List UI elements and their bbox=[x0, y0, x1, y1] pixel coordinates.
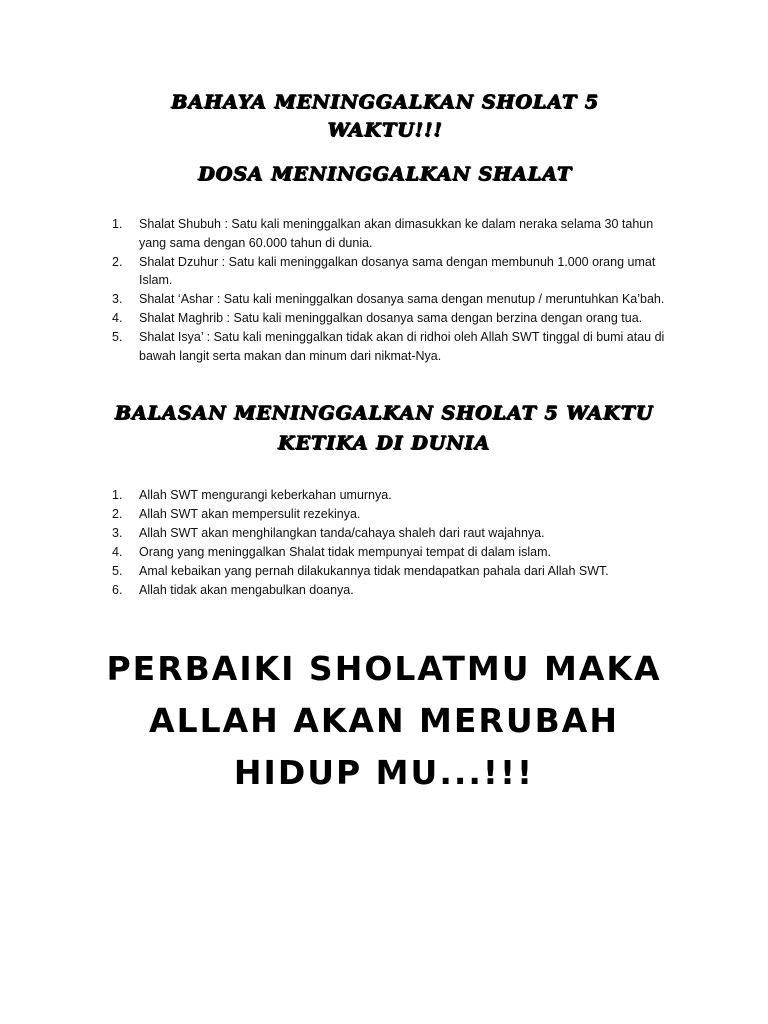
list-number: 2. bbox=[112, 507, 123, 521]
list-item bbox=[112, 562, 672, 581]
list-number: 2. bbox=[112, 254, 123, 269]
list-item bbox=[112, 486, 672, 505]
main-title: BAHAYA MENINGGALKAN SHOLAT 5 WAKTU!!! bbox=[171, 91, 599, 141]
list-item-text: Allah SWT mengurangi keberkahan umurnya. bbox=[139, 488, 392, 502]
section-heading-balasan: BALASAN MENINGGALKAN SHOLAT 5 WAKTU KETIKA DI DUNIA bbox=[114, 402, 654, 454]
list-item bbox=[112, 505, 672, 524]
list-number: 1. bbox=[112, 488, 123, 502]
list-item-text: Shalat Maghrib : Satu kali meninggalkan dosanya sama dengan berzina dengan orang tua. bbox=[139, 310, 643, 325]
list-number: 4. bbox=[112, 310, 123, 325]
list-item-text: Shalat ‘Ashar : Satu kali meninggalkan dosanya sama dengan menutup / meruntuhkan Ka’bah. bbox=[139, 292, 665, 307]
balasan-list bbox=[112, 486, 672, 600]
list-item bbox=[112, 215, 672, 253]
list-item-text: Allah SWT akan mempersulit rezekinya. bbox=[139, 507, 361, 521]
list-number: 5. bbox=[112, 564, 123, 578]
list-item-text: Allah tidak akan mengabulkan doanya. bbox=[139, 583, 354, 597]
list-number: 5. bbox=[112, 329, 123, 344]
section-heading-dosa: DOSA MENINGGALKAN SHALAT bbox=[198, 163, 572, 185]
list-item-text: Amal kebaikan yang pernah dilakukannya tidak mendapatkan pahala dari Allah SWT. bbox=[139, 564, 609, 578]
list-item-text: Orang yang meninggalkan Shalat tidak mempunyai tempat di dalam islam. bbox=[139, 545, 552, 559]
closing-message: PERBAIKI SHOLATMU MAKA ALLAH AKAN MERUBAH HIDUP MU...!!! bbox=[106, 649, 662, 792]
list-item-text: Shalat Isya’ : Satu kali meninggalkan tidak akan di ridhoi oleh Allah SWT tinggal di bumi atau di bawah langit serta makan dan minum dari nikmat-Nya. bbox=[139, 329, 665, 363]
list-item bbox=[112, 543, 672, 562]
list-item-text: Shalat Dzuhur : Satu kali meninggalkan dosanya sama dengan membunuh 1.000 orang umat Islam. bbox=[139, 254, 656, 288]
list-item bbox=[112, 328, 672, 366]
list-item bbox=[112, 309, 672, 328]
list-item bbox=[112, 290, 672, 309]
list-item bbox=[112, 581, 672, 600]
list-number: 1. bbox=[112, 217, 123, 231]
list-number: 3. bbox=[112, 292, 123, 307]
dosa-list bbox=[112, 215, 672, 365]
list-item-text: Allah SWT akan menghilangkan tanda/cahaya shaleh dari raut wajahnya. bbox=[139, 526, 545, 540]
list-item bbox=[112, 524, 672, 543]
list-number: 3. bbox=[112, 526, 123, 540]
list-number: 4. bbox=[112, 545, 123, 559]
list-number: 6. bbox=[112, 583, 123, 597]
list-item bbox=[112, 253, 672, 291]
list-item-text: Shalat Shubuh : Satu kali meninggalkan akan dimasukkan ke dalam neraka selama 30 tahun yang sama dengan 60.000 tahun di dunia. bbox=[139, 217, 654, 250]
